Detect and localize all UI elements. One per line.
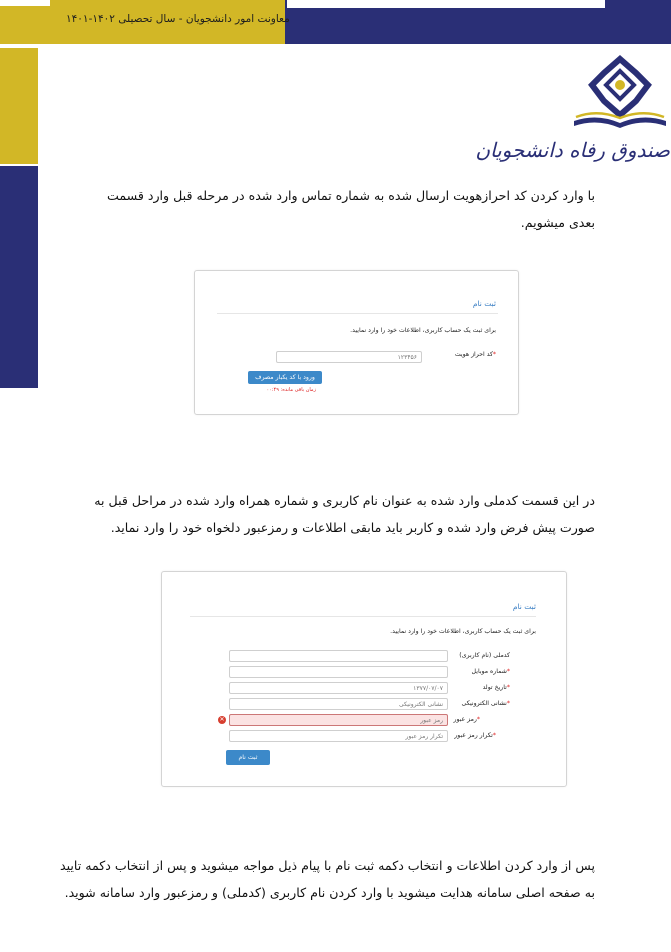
logo-name: صندوق رفاه دانشجویان: [475, 138, 670, 162]
otp-login-button[interactable]: ورود با کد یکبار مصرف: [248, 371, 322, 384]
birth-date-input[interactable]: [229, 682, 448, 694]
paragraph-2: در این قسمت کدملی وارد شده به عنوان نام کاربری و شماره همراه وارد شده در مراحل قبل به صورت پیش فرض وارد شده و کاربر باید مابقی اطلاعات و رمزعبور دلخواه خود را وارد نماید.: [94, 493, 595, 535]
national-code-label: کدملی (نام کاربری): [459, 652, 510, 659]
form-intro: برای ثبت یک حساب کاربری، اطلاعات خود را وارد نمایید.: [350, 327, 496, 334]
header-white-strip: [287, 0, 605, 8]
verification-code-label: *کد احراز هویت: [454, 351, 496, 358]
verification-code-input[interactable]: [276, 351, 422, 363]
form-title: ثبت نام: [472, 299, 496, 308]
title-divider: [217, 313, 498, 314]
paragraph-1: با وارد کردن کد احرازهویت ارسال شده به شماره تماس وارد شده در مرحله قبل وارد قسمت بعدی میشویم.: [106, 188, 595, 230]
birth-date-label: *تاریخ تولد: [482, 684, 510, 691]
header-white-notch: [0, 0, 50, 6]
registration-form-screenshot: [161, 571, 567, 787]
header-text: معاونت امور دانشجویان - سال تحصیلی ۱۴۰۲-۱۴۰۱: [66, 13, 290, 25]
verification-form-screenshot: [194, 270, 519, 415]
error-icon: ✕: [219, 716, 225, 723]
password-input[interactable]: [229, 714, 448, 726]
paragraph-3: پس از وارد کردن اطلاعات و انتخاب دکمه ثبت نام با پیام ذیل مواجه میشوید و پس از انتخاب دکمه تایید به صفحه اصلی سامانه هدایت میشوید با وارد کردن نام کاربری (کدملی) و رمزعبور وارد سامانه شوید.: [59, 858, 595, 900]
register-button[interactable]: ثبت نام: [226, 750, 270, 765]
mobile-input[interactable]: [229, 666, 448, 678]
password-repeat-label: *تکرار رمز عبور: [454, 732, 496, 739]
password-label: *رمز عبور: [453, 716, 480, 723]
email-label: *نشانی الکترونیکی: [461, 700, 510, 707]
countdown-timer: زمان باقی مانده: ۰۰:۴۹: [266, 387, 316, 393]
side-bar-yellow: [0, 48, 38, 164]
form-intro: برای ثبت یک حساب کاربری، اطلاعات خود را وارد نمایید.: [390, 628, 536, 635]
side-bar-blue: [0, 166, 38, 388]
form-title: ثبت نام: [512, 602, 536, 611]
student-welfare-fund-logo: [570, 55, 670, 135]
national-code-input[interactable]: [229, 650, 448, 662]
title-divider: [190, 616, 536, 617]
mobile-label: *شماره موبایل: [471, 668, 510, 675]
password-repeat-input[interactable]: [229, 730, 448, 742]
email-input[interactable]: [229, 698, 448, 710]
